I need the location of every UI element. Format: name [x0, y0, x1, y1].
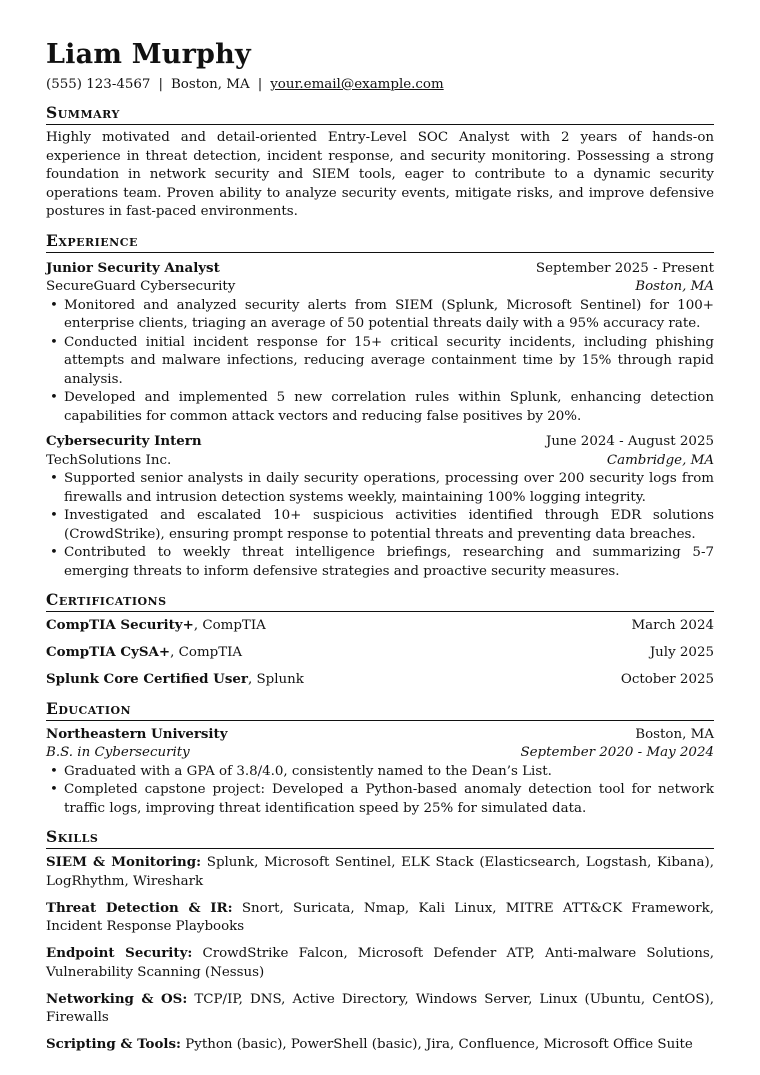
certification-date: July 2025: [649, 645, 714, 660]
certification-date: October 2025: [620, 672, 714, 687]
education-section: [46, 699, 714, 819]
contact-separator: |: [257, 77, 263, 92]
skill-value: Snort, Suricata, Nmap, Kali Linux, MITRE ATT&CK Framework, Incident Response Playbooks: [46, 900, 714, 934]
job-dates: September 2025 - Present: [535, 260, 714, 276]
skill-label: SIEM & Monitoring:: [46, 854, 202, 870]
education-header-row: [46, 725, 714, 745]
degree: B.S. in Cybersecurity: [46, 745, 190, 760]
education-degree-row: [46, 744, 714, 763]
certification-label: [46, 616, 266, 636]
job-role: Junior Security Analyst: [46, 259, 220, 276]
bullet-item: • Monitored and analyzed security alerts from SIEM (Splunk, Microsoft Sentinel) for 100+ enterprise clients, triaging an average of 50 potential threats daily with a 95% accuracy rate.: [46, 297, 714, 334]
skill-value: CrowdStrike Falcon, Microsoft Defender ATP, Anti-malware Solutions, Vulnerability Scanning (Nessus): [46, 946, 714, 980]
skill-item: [46, 899, 714, 937]
job-header-row: [46, 432, 714, 452]
summary-section: [46, 103, 714, 222]
skill-label: Threat Detection & IR:: [46, 899, 233, 916]
section-title-education: Education: [46, 699, 714, 721]
certification-name: Splunk Core Certified User: [46, 671, 248, 687]
job-company: TechSolutions Inc.: [46, 452, 172, 468]
certification-name: CompTIA Security+: [46, 617, 194, 633]
bullet-item: • Investigated and escalated 10+ suspicious activities identified through EDR solutions (CrowdStrike), ensuring prompt response to potential threats and preventing data breaches.: [46, 507, 714, 544]
skill-item: [46, 1035, 714, 1055]
certification-issuer: , CompTIA: [170, 645, 243, 660]
certification-date: March 2024: [631, 618, 714, 633]
email-link[interactable]: your.email@example.com: [270, 77, 444, 92]
job-role: Cybersecurity Intern: [46, 433, 202, 449]
certification-label: [46, 670, 304, 690]
job-entry: [46, 432, 714, 581]
certification-item: [46, 616, 714, 636]
job-bullets: [46, 470, 714, 581]
phone-number: (555) 123-4567: [46, 77, 151, 92]
candidate-name: Liam Murphy: [46, 39, 251, 70]
skill-value: Splunk, Microsoft Sentinel, ELK Stack (Elasticsearch, Logstash, Kibana), LogRhythm, Wireshark: [46, 855, 714, 889]
bullet-item: • Graduated with a GPA of 3.8/4.0, consistently named to the Dean’s List.: [46, 763, 714, 782]
certifications-section: [46, 590, 714, 690]
bullet-item: • Developed and implemented 5 new correlation rules within Splunk, enhancing detection capabilities for common attack vectors and reducing false positives by 20%.: [46, 389, 714, 426]
section-title-skills: Skills: [46, 827, 714, 849]
certification-item: [46, 670, 714, 690]
certification-item: [46, 643, 714, 663]
contact-line: [46, 76, 714, 94]
skill-label: Networking & OS:: [46, 990, 188, 1007]
resume-header: [46, 38, 714, 94]
certification-issuer: , CompTIA: [193, 618, 266, 633]
school-name: Northeastern University: [46, 725, 228, 742]
experience-section: [46, 231, 714, 582]
school-location: Boston, MA: [635, 726, 714, 742]
certification-issuer: , Splunk: [247, 672, 304, 687]
skill-item: [46, 990, 714, 1028]
skill-label: Scripting & Tools:: [46, 1036, 181, 1052]
skill-value: TCP/IP, DNS, Active Directory, Windows Server, Linux (Ubuntu, CentOS), Firewalls: [46, 991, 714, 1025]
certification-label: [46, 643, 242, 663]
bullet-item: • Contributed to weekly threat intelligence briefings, researching and summarizing 5-7 emerging threats to inform defensive strategies and proactive security measures.: [46, 544, 714, 581]
job-company-row: [46, 278, 714, 297]
summary-text: Highly motivated and detail-oriented Entry-Level SOC Analyst with 2 years of hands-on experience in threat detection, incident response, and security monitoring. Possessing a strong foundation in network security and SIEM tools, eager to contribute to a dynamic security operations team. Proven ability to analyze security events, mitigate risks, and improve defensive postures in fast-paced environments.: [46, 130, 714, 219]
job-header-row: [46, 259, 714, 279]
job-location: Boston, MA: [635, 279, 714, 294]
skills-section: [46, 827, 714, 1055]
job-location: Cambridge, MA: [606, 452, 714, 468]
job-company-row: [46, 452, 714, 471]
job-bullets: [46, 297, 714, 427]
bullet-item: • Completed capstone project: Developed a Python-based anomaly detection tool for network traffic logs, improving threat identification speed by 25% for simulated data.: [46, 781, 714, 818]
skill-item: [46, 853, 714, 891]
job-dates: June 2024 - August 2025: [546, 434, 714, 449]
contact-separator: |: [158, 77, 163, 92]
education-dates: September 2020 - May 2024: [520, 745, 714, 760]
skill-value: Python (basic), PowerShell (basic), Jira, Confluence, Microsoft Office Suite: [180, 1037, 693, 1052]
job-company: SecureGuard Cybersecurity: [46, 279, 236, 294]
skill-item: [46, 944, 714, 982]
skill-label: Endpoint Security:: [46, 945, 193, 961]
section-title-certifications: Certifications: [46, 590, 714, 612]
certification-name: CompTIA CySA+: [46, 644, 171, 660]
education-bullets: [46, 763, 714, 819]
job-entry: [46, 259, 714, 427]
bullet-item: • Supported senior analysts in daily security operations, processing over 200 security logs from firewalls and intrusion detection systems weekly, maintaining 100% logging integrity.: [46, 470, 714, 507]
bullet-item: • Conducted initial incident response for 15+ critical security incidents, including phishing attempts and malware infections, reducing average containment time by 15% through rapid analysis.: [46, 334, 714, 390]
section-title-experience: Experience: [46, 231, 714, 253]
location: Boston, MA: [170, 77, 250, 92]
section-title-summary: Summary: [46, 103, 714, 125]
